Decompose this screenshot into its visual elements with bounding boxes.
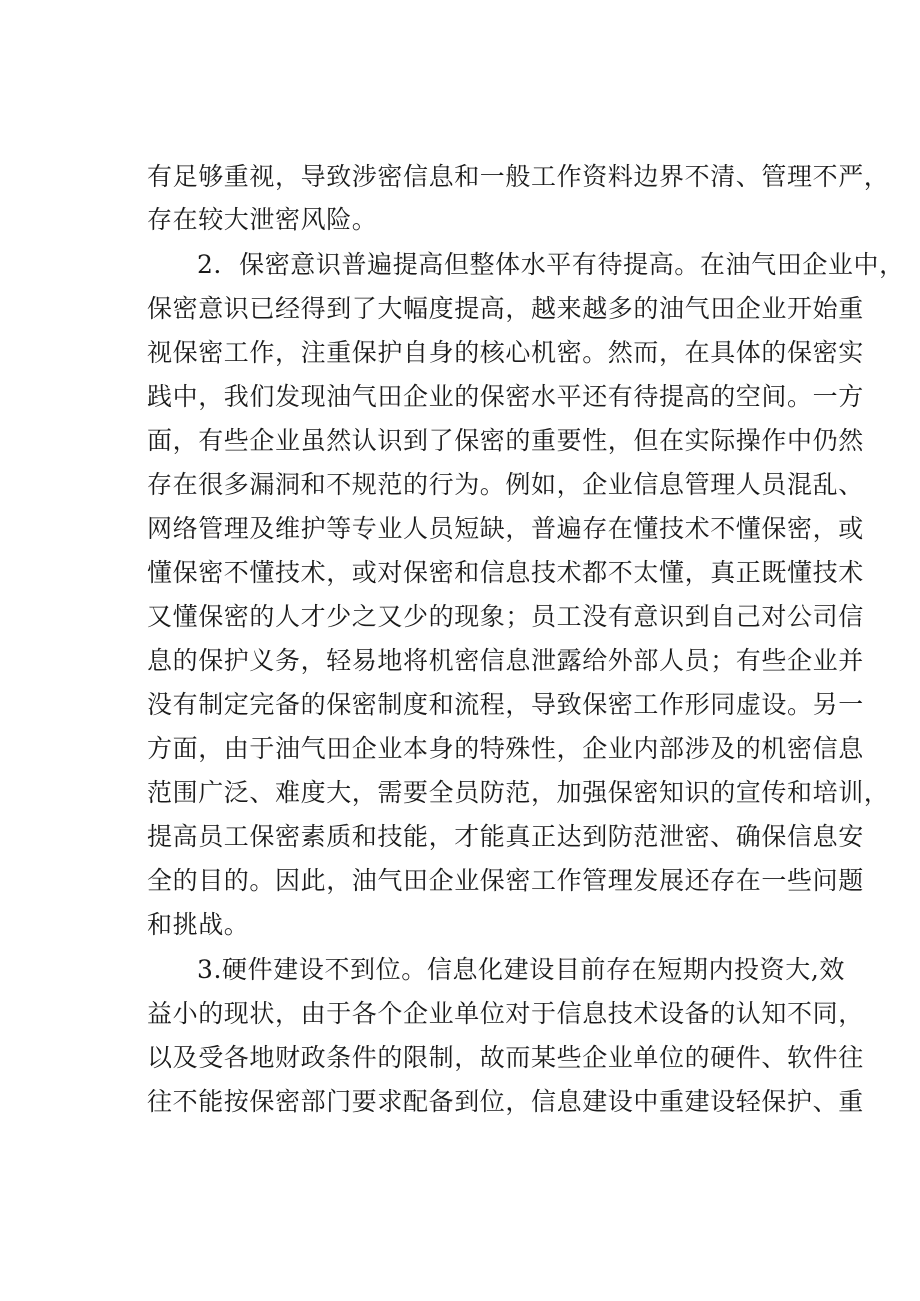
paragraph-2-first-line-rest: 在油气田企业中， xyxy=(699,250,905,279)
paragraph-1-line-2: 存在较大泄密风险。 xyxy=(147,205,378,234)
paragraph-2-line: 保密意识已经得到了大幅度提高，越来越多的油气田企业开始重 xyxy=(147,294,864,323)
paragraph-2-line: 方面，由于油气田企业本身的特殊性，企业内部涉及的机密信息 xyxy=(147,734,864,763)
paragraph-2-line: 存在很多漏洞和不规范的行为。例如，企业信息管理人员混乱、 xyxy=(147,470,864,499)
paragraph-2-line: 视保密工作，注重保护自身的核心机密。然而，在具体的保密实 xyxy=(147,338,864,367)
paragraph-3-heading: 3.硬件建设不到位。 xyxy=(197,955,427,984)
paragraph-3-first-line xyxy=(197,953,846,987)
paragraph-2-line: 提高员工保密素质和技能，才能真正达到防范泄密、确保信息安 xyxy=(147,822,864,851)
paragraph-2-first-line xyxy=(197,248,905,282)
paragraph-3-first-line-rest: 信息化建设目前存在短期内投资大,效 xyxy=(426,955,846,984)
paragraph-2-line: 面，有些企业虽然认识到了保密的重要性，但在实际操作中仍然 xyxy=(147,426,864,455)
paragraph-2-line: 懂保密不懂技术，或对保密和信息技术都不太懂，真正既懂技术 xyxy=(147,558,864,587)
paragraph-2-line: 全的目的。因此，油气田企业保密工作管理发展还存在一些问题 xyxy=(147,866,864,895)
paragraph-2-line: 和挑战。 xyxy=(147,910,250,939)
paragraph-2-line: 践中，我们发现油气田企业的保密水平还有待提高的空间。一方 xyxy=(147,382,864,411)
paragraph-2-heading: 2．保密意识普遍提高但整体水平有待提高。 xyxy=(197,250,700,279)
paragraph-3-line: 以及受各地财政条件的限制，故而某些企业单位的硬件、软件往 xyxy=(147,1043,864,1072)
paragraph-3-line: 往不能按保密部门要求配备到位，信息建设中重建设轻保护、重 xyxy=(147,1087,864,1116)
paragraph-2-line: 网络管理及维护等专业人员短缺，普遍存在懂技术不懂保密，或 xyxy=(147,514,864,543)
paragraph-2-line: 没有制定完备的保密制度和流程，导致保密工作形同虚设。另一 xyxy=(147,690,864,719)
paragraph-2-line: 息的保护义务，轻易地将机密信息泄露给外部人员；有些企业并 xyxy=(147,646,864,675)
paragraph-1-line-1: 有足够重视，导致涉密信息和一般工作资料边界不清、管理不严， xyxy=(147,162,890,191)
paragraph-2-line: 范围广泛、难度大，需要全员防范，加强保密知识的宣传和培训， xyxy=(147,778,890,807)
paragraph-3-line: 益小的现状，由于各个企业单位对于信息技术设备的认知不同， xyxy=(147,999,864,1028)
paragraph-2-line: 又懂保密的人才少之又少的现象；员工没有意识到自己对公司信 xyxy=(147,602,864,631)
